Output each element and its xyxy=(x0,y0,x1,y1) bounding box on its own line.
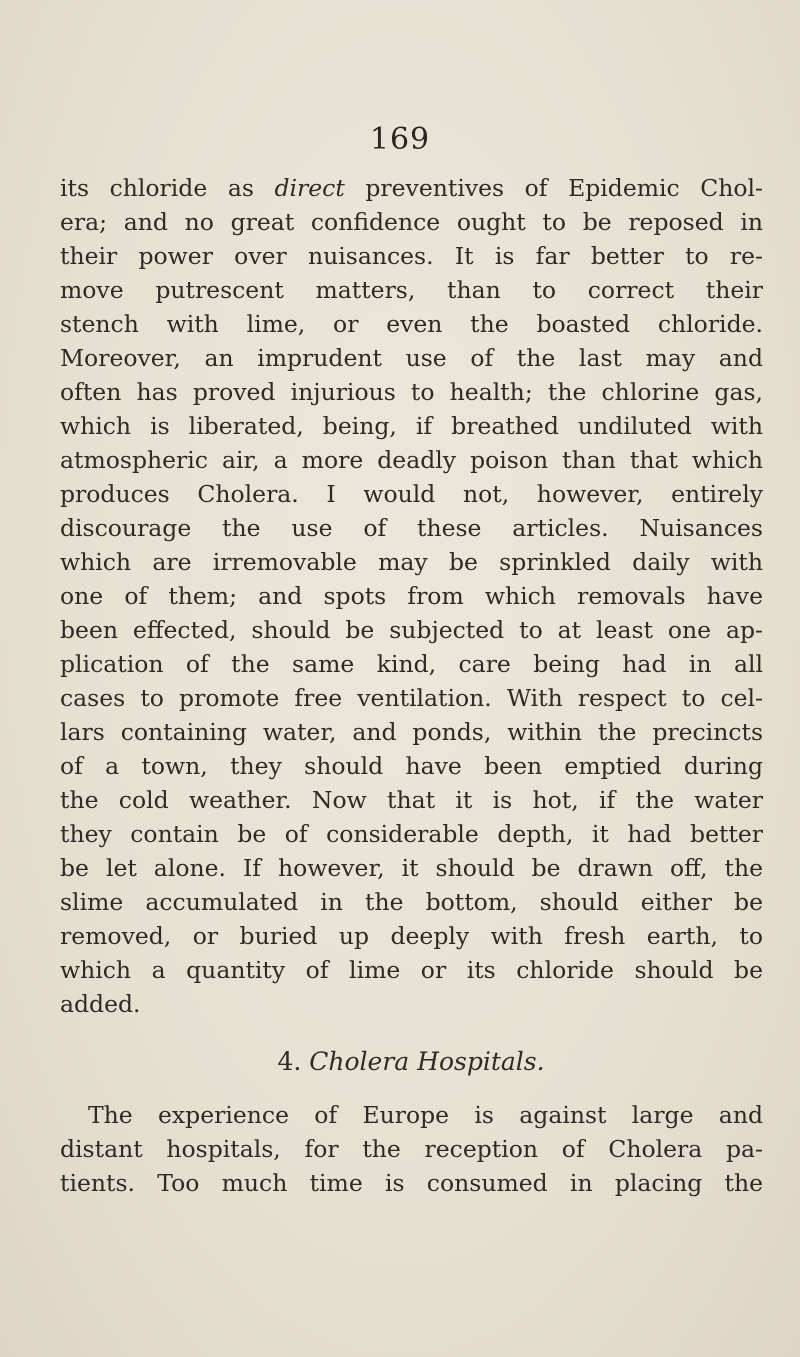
text-line: been effected, should be subjected to at least one ap- xyxy=(60,616,763,644)
text-line: cases to promote free ventilation. With respect to cel- xyxy=(60,684,763,712)
text-line: its chloride as direct preventives of Epidemic Chol- xyxy=(60,174,763,202)
text-line: often has proved injurious to health; the chlorine gas, xyxy=(60,378,763,406)
text-line: produces Cholera. I would not, however, entirely xyxy=(60,480,763,508)
text-line: which is liberated, being, if breathed undiluted with xyxy=(60,412,763,440)
section-title: Cholera Hospitals. xyxy=(309,1047,545,1076)
text-line: tients. Too much time is consumed in placing the xyxy=(60,1169,763,1197)
section-heading xyxy=(0,1047,800,1077)
text-line: the cold weather. Now that it is hot, if the water xyxy=(60,786,763,814)
text-line: their power over nuisances. It is far better to re- xyxy=(60,242,763,270)
text-line: removed, or buried up deeply with fresh earth, to xyxy=(60,922,763,950)
text-line: move putrescent matters, than to correct their xyxy=(60,276,763,304)
text-line: stench with lime, or even the boasted chloride. xyxy=(60,310,763,338)
text-line: of a town, they should have been emptied during xyxy=(60,752,763,780)
text-line: be let alone. If however, it should be drawn off, the xyxy=(60,854,763,882)
text-line: slime accumulated in the bottom, should either be xyxy=(60,888,763,916)
text-line: Moreover, an imprudent use of the last may and xyxy=(60,344,763,372)
text-line: plication of the same kind, care being had in all xyxy=(60,650,763,678)
text-line: distant hospitals, for the reception of Cholera pa- xyxy=(60,1135,763,1163)
text-line: discourage the use of these articles. Nuisances xyxy=(60,514,763,542)
page-number: 169 xyxy=(369,122,431,157)
text-line: which are irremovable may be sprinkled daily with xyxy=(60,548,763,576)
section-number: 4. xyxy=(277,1047,302,1076)
text-line: The experience of Europe is against large and xyxy=(88,1101,763,1129)
text-line: one of them; and spots from which removals have xyxy=(60,582,763,610)
text-line: lars containing water, and ponds, within the precincts xyxy=(60,718,763,746)
text-line: which a quantity of lime or its chloride should be xyxy=(60,956,763,984)
text-line: they contain be of considerable depth, it had better xyxy=(60,820,763,848)
text-line: added. xyxy=(60,990,141,1018)
text-line: era; and no great confidence ought to be reposed in xyxy=(60,208,763,236)
text-line: atmospheric air, a more deadly poison than that which xyxy=(60,446,763,474)
